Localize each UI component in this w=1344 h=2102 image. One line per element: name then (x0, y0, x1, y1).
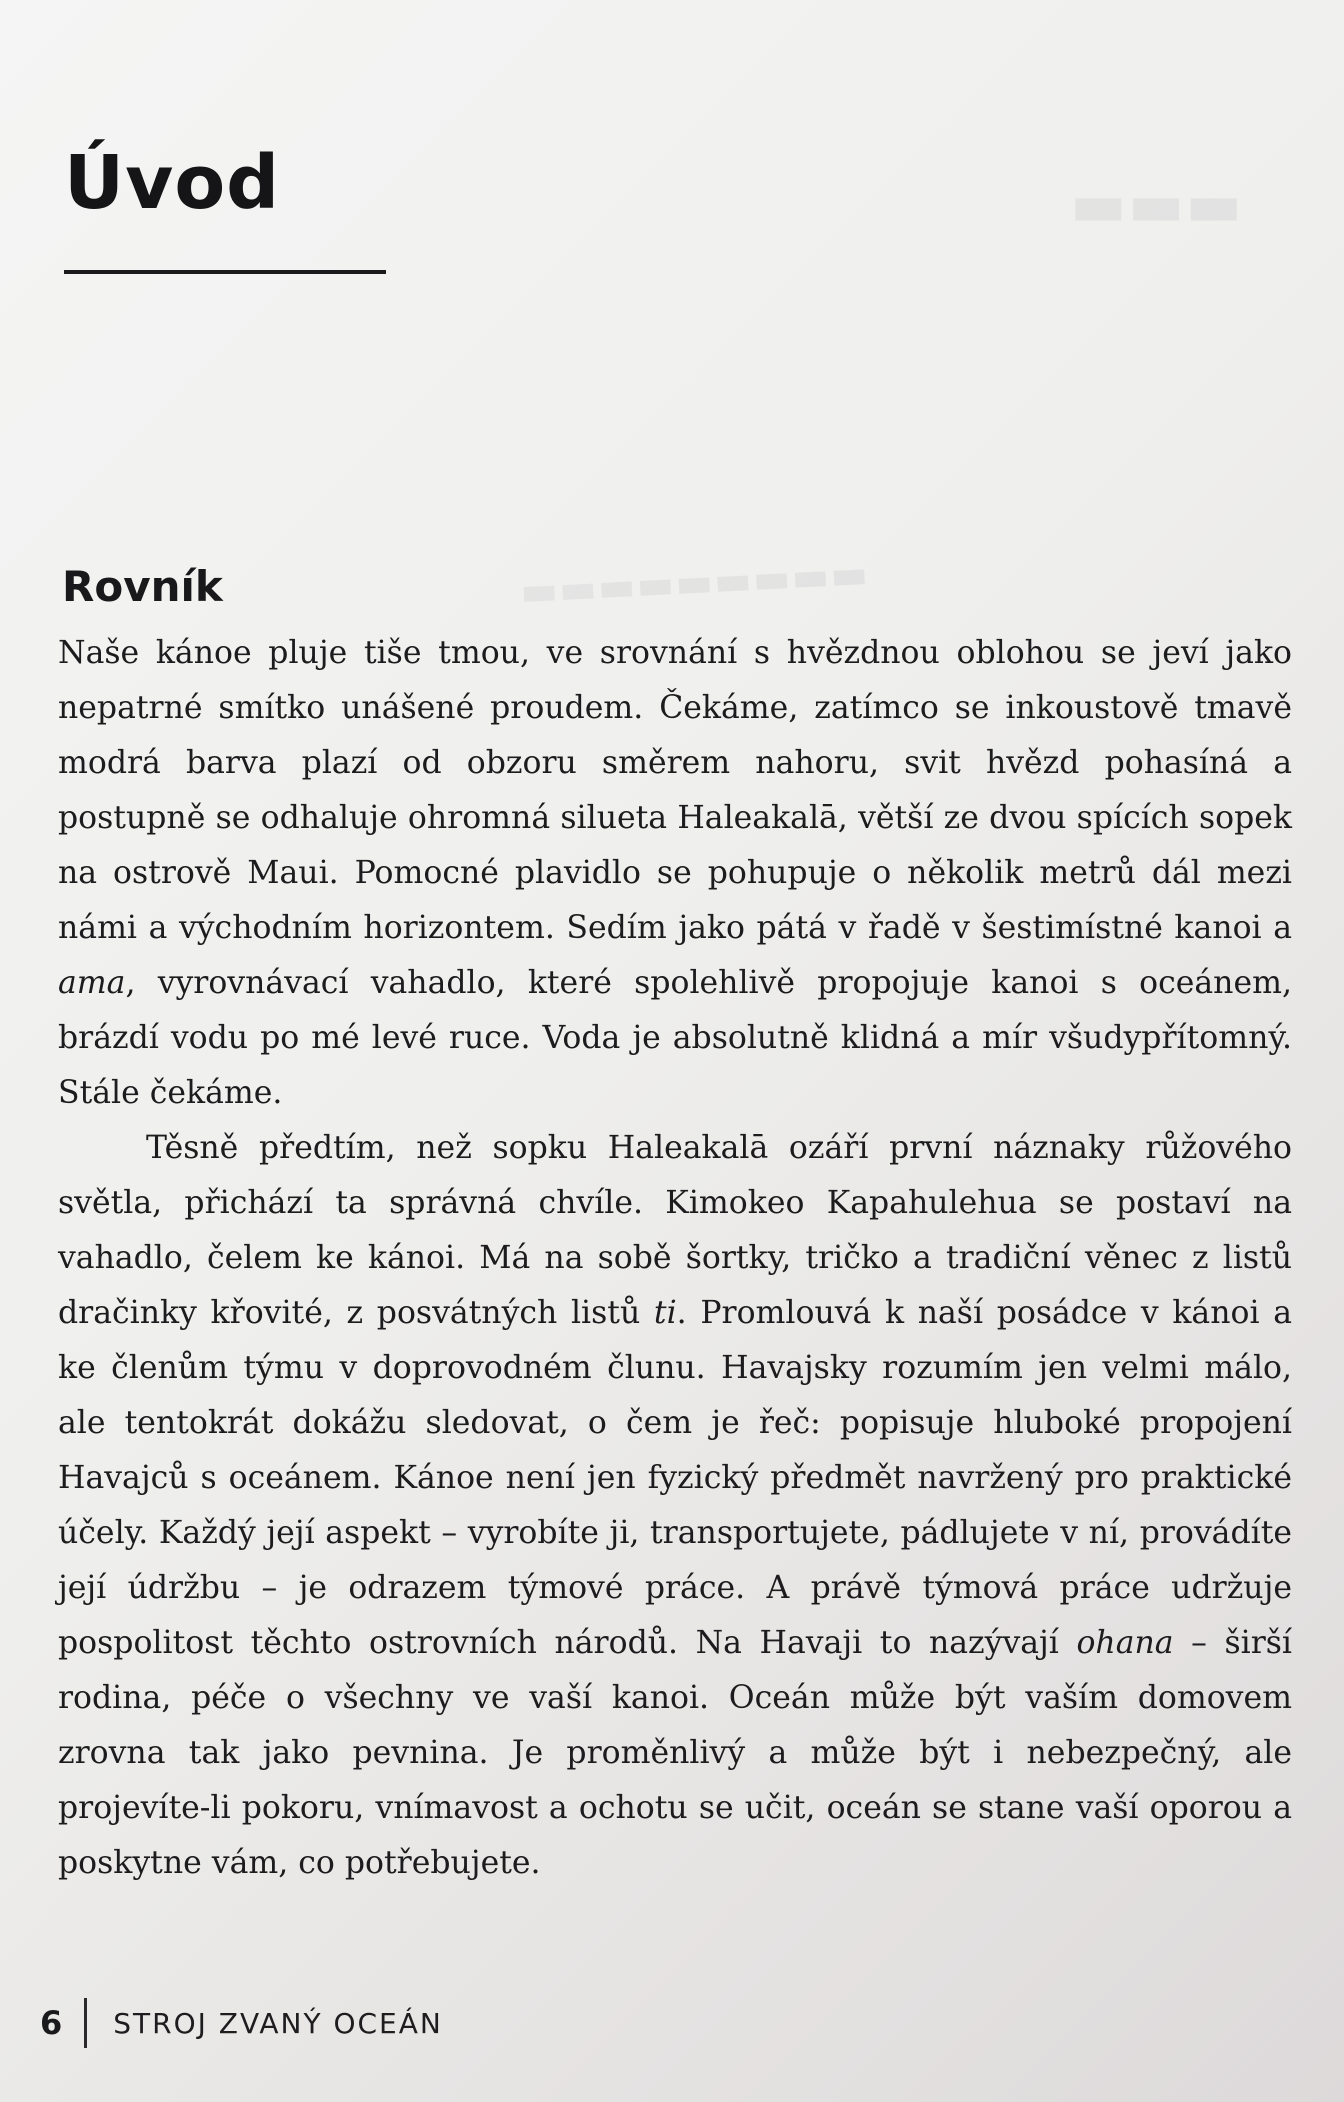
page-number: 6 (40, 2004, 63, 2042)
italic-term: ohana (1076, 1625, 1174, 1661)
paragraph (58, 1121, 1292, 1891)
text-run: , vyrovnávací vahadlo, které spolehlivě propojuje kanoi s oceánem, brázdí vodu po mé levé ruce. Voda je absolutně klidná a mír všudypřítomný. Stále čekáme. (58, 965, 1292, 1111)
body-text (58, 626, 1292, 1891)
paragraph (58, 626, 1292, 1121)
show-through-decoration: ▬▬▬ (1070, 170, 1244, 240)
text-run: – širší rodina, péče o všechny ve vaší kanoi. Oceán může být vaším domovem zrovna tak jako pevnina. Je proměnlivý a může být i nebezpečný, ale projevíte-li pokoru, vnímavost a ochotu se učit, oceán se stane vaší oporou a poskytne vám, co potřebujete. (58, 1625, 1292, 1881)
text-run: . Promlouvá k naší posádce v kánoi a ke členům týmu v doprovodném člunu. Havajsky rozumím jen velmi málo, ale tentokrát dokážu sledovat, o čem je řeč: popisuje hluboké propojení Havajců s oceánem. Kánoe není jen fyzický předmět navržený pro praktické účely. Každý její aspekt – vyrobíte ji, transportujete, pádlujete v ní, provádíte její údržbu – je odrazem týmové práce. A právě týmová práce udržuje pospolitost těchto ostrovních národů. Na Havaji to nazývají (58, 1295, 1292, 1661)
italic-term: ama (58, 965, 126, 1001)
running-book-title: STROJ ZVANÝ OCEÁN (113, 2006, 443, 2040)
footer-divider (84, 1998, 87, 2048)
text-run: Těsně předtím, než sopku Haleakalā ozáří první náznaky růžového světla, přichází ta správná chvíle. Kimokeo Kapahulehua se postaví na vahadlo, čelem ke kánoi. Má na sobě šortky, tričko a tradiční věnec z listů dračinky křovité, z posvátných listů (58, 1130, 1292, 1331)
italic-term: ti (653, 1295, 677, 1331)
text-run: Naše kánoe pluje tiše tmou, ve srovnání s hvězdnou oblohou se jeví jako nepatrné smítko unášené proudem. Čekáme, zatímco se inkoustově tmavě modrá barva plazí od obzoru směrem nahoru, svit hvězd pohasíná a postupně se odhaluje ohromná silueta Haleakalā, větší ze dvou spících sopek na ostrově Maui. Pomocné plavidlo se pohupuje o několik metrů dál mezi námi a východním horizontem. Sedím jako pátá v řadě v šestimístné kanoi a (58, 635, 1292, 946)
page-footer (40, 1995, 443, 2051)
title-underline (64, 270, 386, 274)
show-through-decoration: ▬▬▬▬▬▬▬▬▬ (519, 550, 871, 616)
chapter-title: Úvod (64, 140, 281, 226)
section-heading: Rovník (62, 562, 223, 611)
